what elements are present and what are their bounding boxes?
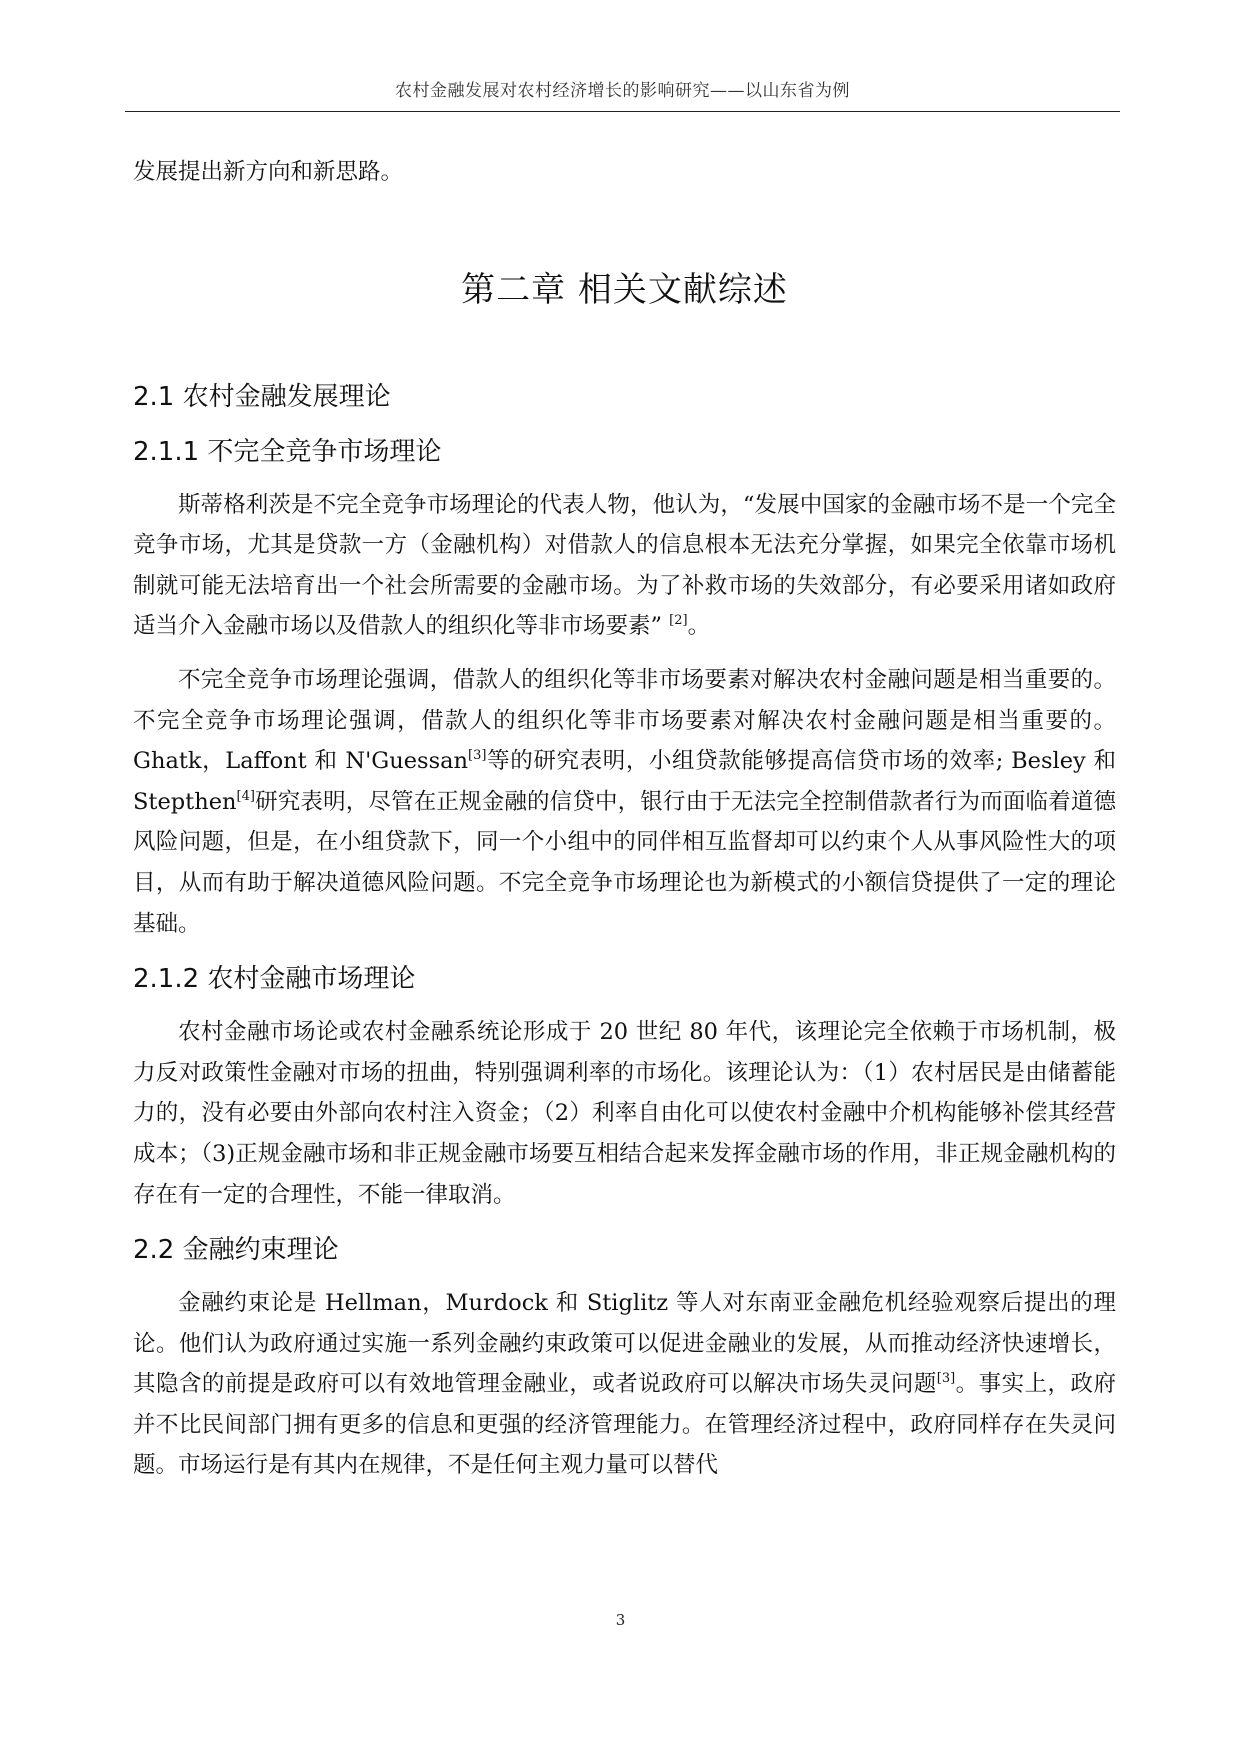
section-heading-2-2: 2.2 金融约束理论 xyxy=(133,1235,339,1266)
paragraph-financial-restraint xyxy=(133,1283,1116,1486)
paragraph-text: 。事实上，政府并不比民间部门拥有更多的信息和更强的经济管理能力。在管理经济过程中，政府同样存在失灵问题。市场运行是有其内在规律，不是任何主观力量可以替代 xyxy=(133,1371,1116,1479)
paragraph-text: 不完全竞争市场理论强调，借款人的组织化等非市场要素对解决农村金融问题是相当重要的。不完全竞争市场理论强调，借款人的组织化等非市场要素对解决农村金融问题是相当重要的。Ghatk，Laffont 和 N'Guessan xyxy=(133,666,1116,775)
paragraph-text: 研究表明，尽管在正规金融的信贷中，银行由于无法完全控制借款者行为而面临着道德风险问题，但是，在小组贷款下，同一个小组中的同伴相互监督却可以约束个人从事风险性大的项目，从而有助于解决道德风险问题。不完全竞争市场理论也为新模式的小额信贷提供了一定的理论基础。 xyxy=(133,788,1116,937)
citation-ref: [3] xyxy=(936,1371,956,1387)
header-rule xyxy=(125,111,1120,112)
paragraph-text: 金融约束论是 Hellman，Murdock 和 Stiglitz 等人对东南亚金融危机经验观察后提出的理论。他们认为政府通过实施一系列金融约束政策可以促进金融业的发展，从而推动经济快速增长，其隐含的前提是政府可以有效地管理金融业，或者说政府可以解决市场失灵问题 xyxy=(133,1290,1116,1398)
paragraph-text: 斯蒂格利茨是不完全竞争市场理论的代表人物，他认为，“发展中国家的金融市场不是一个完全竞争市场，尤其是贷款一方（金融机构）对借款人的信息根本无法充分掌握，如果完全依靠市场机制就可能无法培育出一个社会所需要的金融市场。为了补救市场的失效部分，有必要采用诸如政府适当介入金融市场以及借款人的组织化等非市场要素” xyxy=(133,491,1116,640)
section-heading-2-1: 2.1 农村金融发展理论 xyxy=(133,381,391,412)
section-heading-2-1-1: 2.1.1 不完全竞争市场理论 xyxy=(133,436,442,467)
paragraph-rural-market-theory: 农村金融市场论或农村金融系统论形成于 20 世纪 80 年代，该理论完全依赖于市场机制，极力反对政策性金融对市场的扭曲，特别强调利率的市场化。该理论认为：（1）农村居民是由储蓄能力的，没有必要由外部向农村注入资金；（2）利率自由化可以使农村金融中介机构能够补偿其经营成本；（3)正规金融市场和非正规金融市场要互相结合起来发挥金融市场的作用，非正规金融机构的存在有一定的合理性，不能一律取消。 xyxy=(133,1019,1116,1208)
chapter-title: 第二章 相关文献综述 xyxy=(461,269,788,310)
citation-ref: [4] xyxy=(236,788,255,804)
citation-ref: [2] xyxy=(669,613,688,629)
paragraph-text: 等的研究表明，小组贷款能够提高信贷市场的效率; Besley 和 Stepthen xyxy=(133,748,1116,815)
section-heading-2-1-2: 2.1.2 农村金融市场理论 xyxy=(133,964,416,995)
page-number: 3 xyxy=(615,1611,626,1629)
paragraph-stiglitz xyxy=(133,485,1116,647)
paragraph-text: 。 xyxy=(687,613,711,640)
page-body xyxy=(133,152,1116,1486)
paragraph-imperfect-competition xyxy=(133,660,1116,944)
citation-ref: [3] xyxy=(468,748,487,764)
running-header: 农村金融发展对农村经济增长的影响研究——以山东省为例 xyxy=(395,81,850,101)
continuation-paragraph: 发展提出新方向和新思路。 xyxy=(133,159,404,185)
